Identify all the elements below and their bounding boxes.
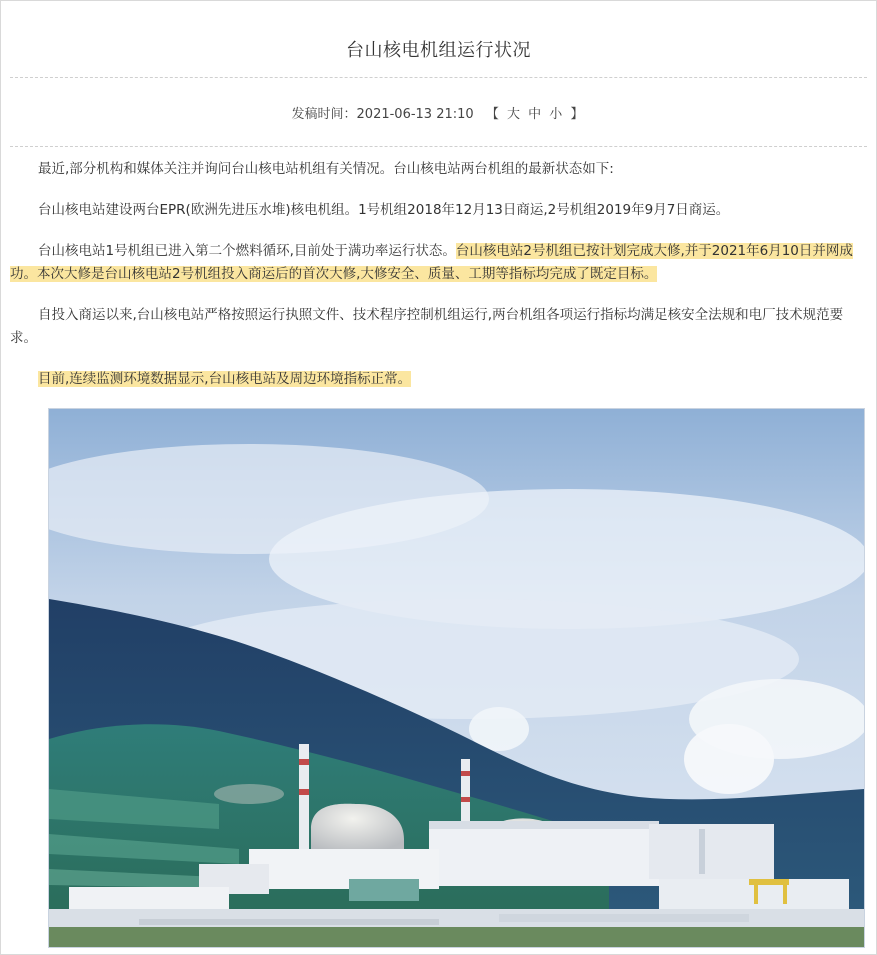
font-size-bracket-close: 】 <box>570 107 586 122</box>
publish-time-value: 2021-06-13 21:10 <box>356 107 474 122</box>
paragraph-5-highlight: 目前,连续监测环境数据显示,台山核电站及周边环境指标正常。 <box>38 371 412 387</box>
paragraph-3-plain: 台山核电站1号机组已进入第二个燃料循环,目前处于满功率运行状态。 <box>38 243 456 259</box>
paragraph-5 <box>10 368 868 391</box>
font-size-small-link[interactable]: 小 <box>549 107 565 122</box>
title-divider <box>10 77 867 78</box>
paragraph-3 <box>10 240 868 286</box>
nuclear-plant-photo <box>48 408 865 948</box>
article-meta <box>0 103 877 122</box>
font-size-bracket-open: 【 <box>485 107 501 122</box>
article-title: 台山核电机组运行状况 <box>346 40 531 61</box>
article-body <box>10 158 868 409</box>
font-size-controls <box>486 107 586 122</box>
paragraph-1: 最近,部分机构和媒体关注并询问台山核电站机组有关情况。台山核电站两台机组的最新状态如下: <box>38 161 614 177</box>
paragraph-2: 台山核电站建设两台EPR(欧洲先进压水堆)核电机组。1号机组2018年12月13日商运,2号机组2019年9月7日商运。 <box>38 202 730 218</box>
paragraph-4: 自投入商运以来,台山核电站严格按照运行执照文件、技术程序控制机组运行,两台机组各项运行指标均满足核安全法规和电厂技术规范要求。 <box>10 307 844 346</box>
paragraph-3-highlight: 台山核电站2号机组已按计划完成大修,并于2021年6月10日并网成功。本次大修是台山核电站2号机组投入商运后的首次大修,大修安全、质量、工期等指标均完成了既定目标。 <box>10 243 853 282</box>
font-size-large-link[interactable]: 大 <box>506 107 522 122</box>
publish-time-label: 发稿时间： <box>291 107 357 122</box>
font-size-medium-link[interactable]: 中 <box>528 107 544 122</box>
meta-divider <box>10 146 867 147</box>
